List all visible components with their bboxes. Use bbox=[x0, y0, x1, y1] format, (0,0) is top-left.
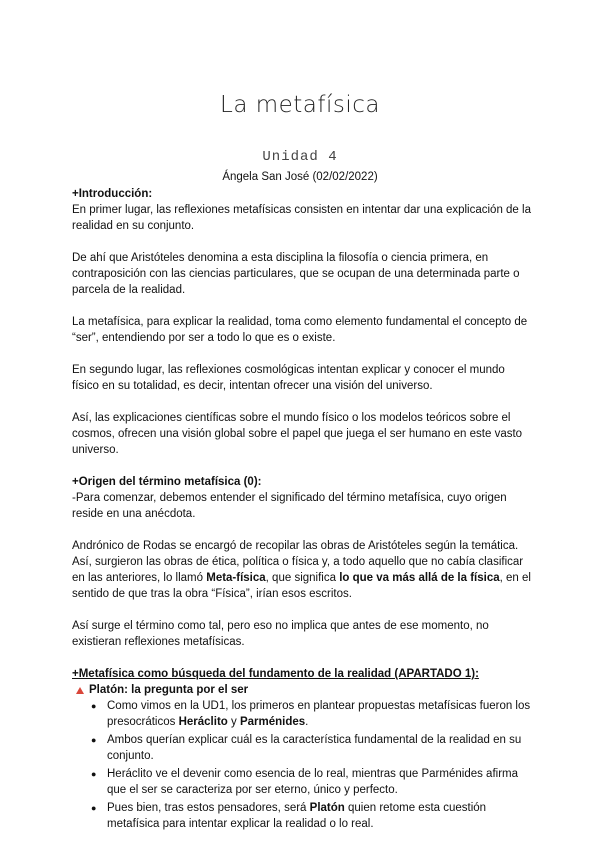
section-heading-fundamento: +Metafísica como búsqueda del fundamento de la realidad (APARTADO 1): bbox=[72, 668, 479, 680]
list-item bbox=[107, 800, 532, 832]
list-item: ● Heráclito ve el devenir como esencia de lo real, mientras que Parménides afirma que el ser se caracteriza por ser eterno, único y perfecto. bbox=[107, 766, 532, 798]
paragraph: La metafísica, para explicar la realidad, toma como elemento fundamental el concepto de “ser”, entendiendo por ser a todo lo que es o existe. bbox=[72, 316, 528, 344]
author-line: Ángela San José (02/02/2022) bbox=[222, 171, 378, 183]
paragraph bbox=[72, 538, 532, 602]
paragraph: Así surge el término como tal, pero eso no implica que antes de ese momento, no existieran reflexiones metafísicas. bbox=[72, 620, 489, 648]
document-subtitle: Unidad 4 bbox=[262, 149, 338, 165]
text-run: Como vimos en la UD1, los primeros en plantear propuestas metafísicas fueron los presocráticos bbox=[107, 700, 531, 728]
paragraph: De ahí que Aristóteles denomina a esta disciplina la filosofía o ciencia primera, en contraposición con las ciencias particulares, que se ocupan de una determinada parte o parcela de la realidad. bbox=[72, 252, 520, 296]
text-run: , en el sentido de que tras la obra “Física”, irían esos escritos. bbox=[72, 572, 531, 600]
section-heading-origen: +Origen del término metafísica (0): bbox=[72, 476, 262, 488]
text-run: . bbox=[305, 716, 309, 728]
bold-term: lo que va más allá de la física bbox=[339, 572, 500, 584]
bold-term: Platón bbox=[309, 802, 345, 814]
text-run: , que significa bbox=[265, 572, 340, 584]
bold-term: Heráclito bbox=[178, 716, 228, 728]
list-item: ● Ambos querían explicar cuál es la característica fundamental de la realidad en su conjunto. bbox=[107, 732, 532, 764]
subheading-platon bbox=[72, 682, 532, 698]
paragraph: En primer lugar, las reflexiones metafísicas consisten en intentar dar una explicación de la realidad en su conjunto. bbox=[72, 204, 531, 232]
list-item bbox=[107, 698, 532, 730]
paragraph: En segundo lugar, las reflexiones cosmológicas intentan explicar y conocer el mundo físico en su totalidad, es decir, intentan ofrecer una visión del universo. bbox=[72, 364, 505, 392]
text-run: y bbox=[227, 716, 240, 728]
bold-term: Meta-física bbox=[206, 572, 266, 584]
subheading-label: Platón: la pregunta por el ser bbox=[89, 684, 249, 696]
section-heading-intro: +Introducción: bbox=[72, 188, 153, 200]
text-run: Pues bien, tras estos pensadores, será bbox=[107, 802, 310, 814]
text-run: quien retome esta cuestión metafísica para intentar explicar la realidad o lo real. bbox=[107, 802, 487, 830]
paragraph: -Para comenzar, debemos entender el significado del término metafísica, cuyo origen reside en una anécdota. bbox=[72, 492, 507, 520]
bullet-list bbox=[72, 698, 532, 832]
paragraph: Así, las explicaciones científicas sobre el mundo físico o los modelos teóricos sobre el cosmos, ofrecen una visión global sobre el papel que juega el ser humano en este vasto universo. bbox=[72, 412, 523, 456]
text-run: Andrónico de Rodas se encargó de recopilar las obras de Aristóteles según la temática. Así, surgieron las obras de ética, política o física y, a todo aquello que no cabía clasificar en las anteriores, lo llamó bbox=[72, 540, 524, 584]
bold-term: Parménides bbox=[239, 716, 306, 728]
document-title: La metafísica bbox=[220, 92, 380, 118]
document-body bbox=[72, 186, 532, 834]
triangle-icon bbox=[76, 687, 84, 694]
